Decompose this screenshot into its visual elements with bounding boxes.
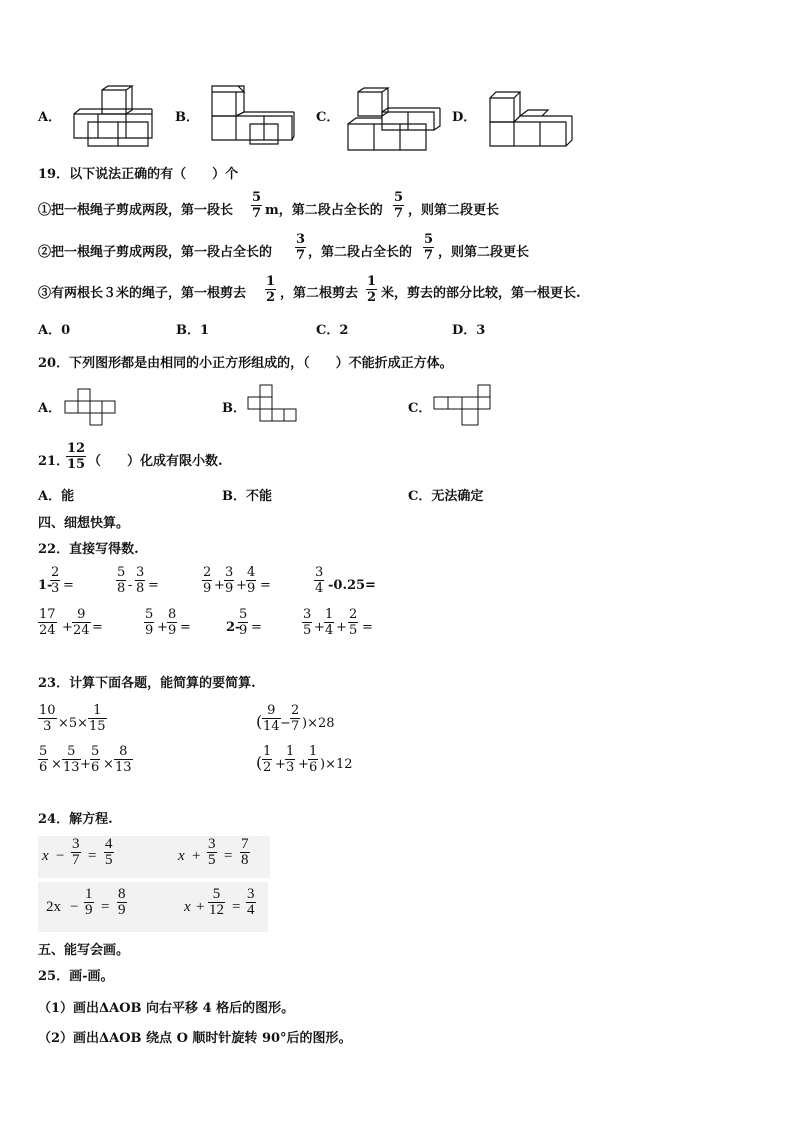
q22-e6-fraction-2 [167, 607, 177, 638]
q22-stem: 22．直接写得数. [38, 542, 139, 557]
q22-e4-tail: -0.25= [328, 578, 376, 593]
q19-stem: 19．以下说法正确的有（ ）个 [38, 167, 239, 182]
q19-s2-fraction-2 [423, 232, 434, 263]
q24-e2-variable [178, 848, 185, 865]
numerator: 10 [39, 703, 56, 718]
denominator: 5 [105, 852, 113, 868]
variable: x [178, 848, 185, 864]
q22-e1-prefix: 1- [38, 578, 53, 593]
numerator: 2 [349, 607, 358, 622]
q22-e3-operator-1: + [214, 578, 225, 593]
denominator: 8 [241, 852, 249, 868]
numerator: 5 [145, 607, 154, 622]
q22-e3-operator-2: + [236, 578, 247, 593]
q22-e3-equals: = [260, 578, 271, 593]
denominator: 7 [252, 206, 262, 221]
numerator: 7 [241, 836, 249, 852]
q22-e2-fraction-1 [116, 565, 126, 596]
q24-e4-operator: + [196, 899, 205, 915]
q18-figure-d [486, 92, 578, 152]
q23-e4-operator-1: + [275, 757, 286, 772]
numerator: 5 [117, 565, 126, 580]
q23-e4-left-paren: ( [256, 753, 263, 772]
q22-e3-fraction-1 [202, 565, 212, 596]
q25-part-2: （2）画出ΔAOB 绕点 O 顺时针旋转 90°后的图形。 [38, 1031, 352, 1046]
q24-e2-fraction-1 [207, 837, 217, 868]
denominator: 9 [239, 623, 248, 638]
q22-e2-operator: - [128, 578, 133, 593]
q20-net-c [432, 384, 494, 430]
q22-e6-fraction-1 [144, 607, 154, 638]
numerator: 1 [367, 274, 377, 289]
numerator: 9 [262, 703, 281, 719]
denominator: 8 [136, 581, 145, 596]
q24-e1-variable [42, 848, 49, 865]
q19-statement-3-part-c: 米，剪去的部分比较，第一根更长. [381, 286, 581, 301]
q22-e1-fraction [50, 565, 60, 596]
numerator: 1 [266, 274, 276, 289]
q18-figure-b [208, 86, 298, 148]
numerator: 3 [136, 565, 145, 580]
q19-statement-2-part-c: ，则第二段更长 [438, 245, 530, 260]
denominator: 7 [394, 206, 404, 221]
q19-s1-fraction-1 [251, 190, 262, 221]
q22-e7-fraction [238, 607, 248, 638]
q23-e4-operator-2: + [298, 757, 309, 772]
q23-e2-fraction-2 [290, 703, 300, 734]
q21-option-a: A．能 [38, 489, 75, 504]
denominator: 9 [118, 902, 126, 918]
q24-e1-equals: = [88, 848, 97, 864]
denominator: 24 [73, 623, 90, 638]
numerator: 1 [85, 886, 93, 902]
q20-stem: 20．下列图形都是由相同的小正方形组成的，（ ）不能折成正方体。 [38, 356, 453, 371]
denominator: 7 [291, 719, 300, 734]
numerator: 9 [72, 607, 91, 623]
q22-e8-operator-1: + [314, 620, 325, 635]
q23-e3-fraction-3 [90, 744, 100, 775]
q20-net-a [64, 388, 118, 430]
denominator: 2 [263, 760, 272, 775]
numerator: 1 [263, 744, 272, 759]
q18-figure-c [346, 88, 442, 152]
denominator: 3 [43, 719, 52, 734]
variable: x [184, 899, 191, 915]
q22-e8-equals: = [362, 620, 373, 635]
denominator: 12 [209, 902, 224, 918]
numerator: 5 [394, 190, 404, 205]
numerator: 8 [118, 886, 126, 902]
q23-e2-left-paren: ( [256, 712, 263, 731]
q22-e3-fraction-3 [246, 565, 256, 596]
denominator: 9 [247, 581, 256, 596]
q19-statement-3-part-b: ，第二根剪去 [280, 286, 359, 301]
q22-e5-fraction-1 [38, 607, 57, 638]
numerator: 4 [247, 565, 256, 580]
denominator: 3 [286, 760, 295, 775]
q24-e3-fraction-1 [84, 887, 94, 918]
denominator: 2 [367, 290, 377, 305]
q23-e1-fraction-2 [88, 703, 107, 734]
denominator: 5 [303, 623, 312, 638]
q19-s3-fraction-2 [366, 274, 377, 305]
q19-statement-1-part-a: ①把一根绳子剪成两段，第一段长 [38, 203, 234, 218]
q20-net-b [246, 384, 302, 430]
q23-e3-fraction-4 [114, 744, 133, 775]
q18-option-c-label: C． [316, 110, 340, 125]
q22-e8-fraction-1 [302, 607, 312, 638]
q18-option-d-label: D． [452, 110, 477, 125]
numerator: 17 [39, 607, 56, 622]
variable: x [42, 848, 49, 864]
numerator: 1 [325, 607, 334, 622]
q19-option-d: D．3 [452, 323, 486, 338]
q23-e2-tail: )×28 [302, 716, 335, 731]
numerator: 1 [88, 703, 107, 719]
denominator: 9 [225, 581, 234, 596]
denominator: 6 [39, 760, 48, 775]
numerator: 8 [114, 744, 133, 760]
q22-e7-prefix: 2- [226, 620, 241, 635]
q19-statement-1-part-c: ，则第二段更长 [408, 203, 500, 218]
q23-stem: 23．计算下面各题，能简算的要简算. [38, 676, 256, 691]
q23-e3-times-2: × [103, 757, 114, 772]
numerator: 1 [309, 744, 318, 759]
q21-option-c: C．无法确定 [408, 489, 484, 504]
q19-option-b: B．1 [176, 323, 210, 338]
numerator: 2 [203, 565, 212, 580]
numerator: 3 [296, 232, 306, 247]
q23-e3-fraction-1 [38, 744, 48, 775]
q24-e2-fraction-2 [240, 837, 250, 868]
q20-option-a-label: A． [38, 401, 62, 416]
q24-e4-variable [184, 899, 191, 916]
q19-statement-2-part-a: ②把一根绳子剪成两段，第一段占全长的 [38, 245, 273, 260]
section-5-heading: 五、能写会画。 [38, 943, 130, 958]
denominator: 15 [89, 719, 106, 734]
q22-e2-fraction-2 [135, 565, 145, 596]
q22-e8-fraction-2 [324, 607, 334, 638]
denominator: 4 [325, 623, 334, 638]
denominator: 8 [117, 581, 126, 596]
numerator: 5 [39, 744, 48, 759]
q23-e4-fraction-3 [308, 744, 318, 775]
denominator: 14 [263, 719, 280, 734]
q19-statement-2-part-b: ，第二段占全长的 [308, 245, 413, 260]
q18-option-a-label: A． [38, 110, 62, 125]
q22-e5-fraction-2 [72, 607, 91, 638]
q18-figure-a [72, 86, 162, 148]
denominator: 9 [168, 623, 177, 638]
denominator: 9 [145, 623, 154, 638]
q18-option-b-label: B． [175, 110, 199, 125]
denominator: 5 [208, 852, 216, 868]
numerator: 5 [208, 887, 225, 903]
q21-number: 21． [38, 454, 70, 469]
q23-e2-operator: − [280, 716, 291, 731]
q23-e4-fraction-1 [262, 744, 272, 775]
numerator: 2 [291, 703, 300, 718]
q21-stem: （ ）化成有限小数. [88, 454, 223, 469]
numerator: 4 [105, 836, 113, 852]
q24-e4-fraction-2 [246, 887, 256, 918]
q22-e5-operator: + [62, 620, 73, 635]
numerator: 5 [252, 190, 262, 205]
q21-fraction [66, 441, 86, 472]
q23-e3-times-1: × [51, 757, 62, 772]
q22-e4-fraction [314, 565, 324, 596]
q23-e3-fraction-2 [62, 744, 81, 775]
denominator: 9 [85, 902, 93, 918]
denominator: 2 [266, 290, 276, 305]
q24-stem: 24．解方程. [38, 812, 113, 827]
q23-e4-tail: )×12 [320, 757, 353, 772]
q23-e2-fraction-1 [262, 703, 281, 734]
numerator: 3 [225, 565, 234, 580]
q24-e3-operator: − [70, 899, 79, 915]
q22-e8-operator-2: + [336, 620, 347, 635]
q24-e4-equals: = [232, 899, 241, 915]
denominator: 6 [309, 760, 318, 775]
q22-e1-equals: = [63, 578, 74, 593]
numerator: 2 [51, 565, 60, 580]
q25-part-1: （1）画出ΔAOB 向右平移 4 格后的图形。 [38, 1001, 295, 1016]
numerator: 5 [424, 232, 434, 247]
denominator: 7 [424, 248, 434, 263]
numerator: 3 [247, 886, 255, 902]
q25-stem: 25．画-画。 [38, 969, 114, 984]
numerator: 8 [168, 607, 177, 622]
q19-statement-3-part-a: ③有两根长３米的绳子，第一根剪去 [38, 286, 247, 301]
numerator: 5 [62, 744, 81, 760]
q24-e1-fraction-2 [104, 837, 114, 868]
section-4-heading: 四、细想快算。 [38, 516, 130, 531]
q23-e4-fraction-2 [285, 744, 295, 775]
q22-e5-equals: = [92, 620, 103, 635]
denominator: 5 [349, 623, 358, 638]
numerator: 3 [315, 565, 324, 580]
q22-e3-fraction-2 [224, 565, 234, 596]
numerator: 3 [72, 836, 80, 852]
numerator: 3 [303, 607, 312, 622]
q22-e6-equals: = [180, 620, 191, 635]
q24-e3-equals: = [101, 899, 110, 915]
denominator: 7 [72, 852, 80, 868]
denominator: 13 [115, 760, 132, 775]
denominator: 3 [51, 581, 60, 596]
q20-option-b-label: B． [222, 401, 246, 416]
q23-e3-plus: + [80, 757, 91, 772]
numerator: 1 [286, 744, 295, 759]
numerator: 5 [91, 744, 100, 759]
q24-e4-fraction-1 [208, 887, 225, 918]
q24-e1-fraction-1 [71, 837, 81, 868]
q22-e2-equals: = [148, 578, 159, 593]
denominator: 4 [315, 581, 324, 596]
q24-e3-fraction-2 [117, 887, 127, 918]
q24-e3-variable [46, 899, 61, 916]
numerator: 3 [208, 836, 216, 852]
q19-s2-fraction-1 [295, 232, 306, 263]
q19-option-c: C．2 [316, 323, 349, 338]
q22-e8-fraction-3 [348, 607, 358, 638]
q23-e1-fraction-1 [38, 703, 57, 734]
q19-option-a: A．0 [38, 323, 71, 338]
q19-s1-fraction-2 [393, 190, 404, 221]
numerator: 12 [67, 441, 86, 456]
denominator: 7 [296, 248, 306, 263]
q24-e2-operator: + [192, 848, 201, 864]
q24-e1-operator: − [56, 848, 65, 864]
denominator: 4 [247, 902, 255, 918]
q23-e1-middle: ×5× [58, 716, 89, 731]
q20-option-c-label: C． [408, 401, 432, 416]
denominator: 6 [91, 760, 100, 775]
q19-statement-1-part-b: m，第二段占全长的 [265, 203, 383, 218]
coefficient: 2x [46, 899, 61, 915]
q22-e6-operator: + [157, 620, 168, 635]
denominator: 15 [67, 457, 86, 472]
q24-e2-equals: = [224, 848, 233, 864]
denominator: 24 [39, 623, 56, 638]
denominator: 13 [63, 760, 80, 775]
q21-option-b: B．不能 [222, 489, 272, 504]
numerator: 5 [239, 607, 248, 622]
q19-s3-fraction-1 [265, 274, 276, 305]
q22-e7-equals: = [251, 620, 262, 635]
denominator: 9 [203, 581, 212, 596]
